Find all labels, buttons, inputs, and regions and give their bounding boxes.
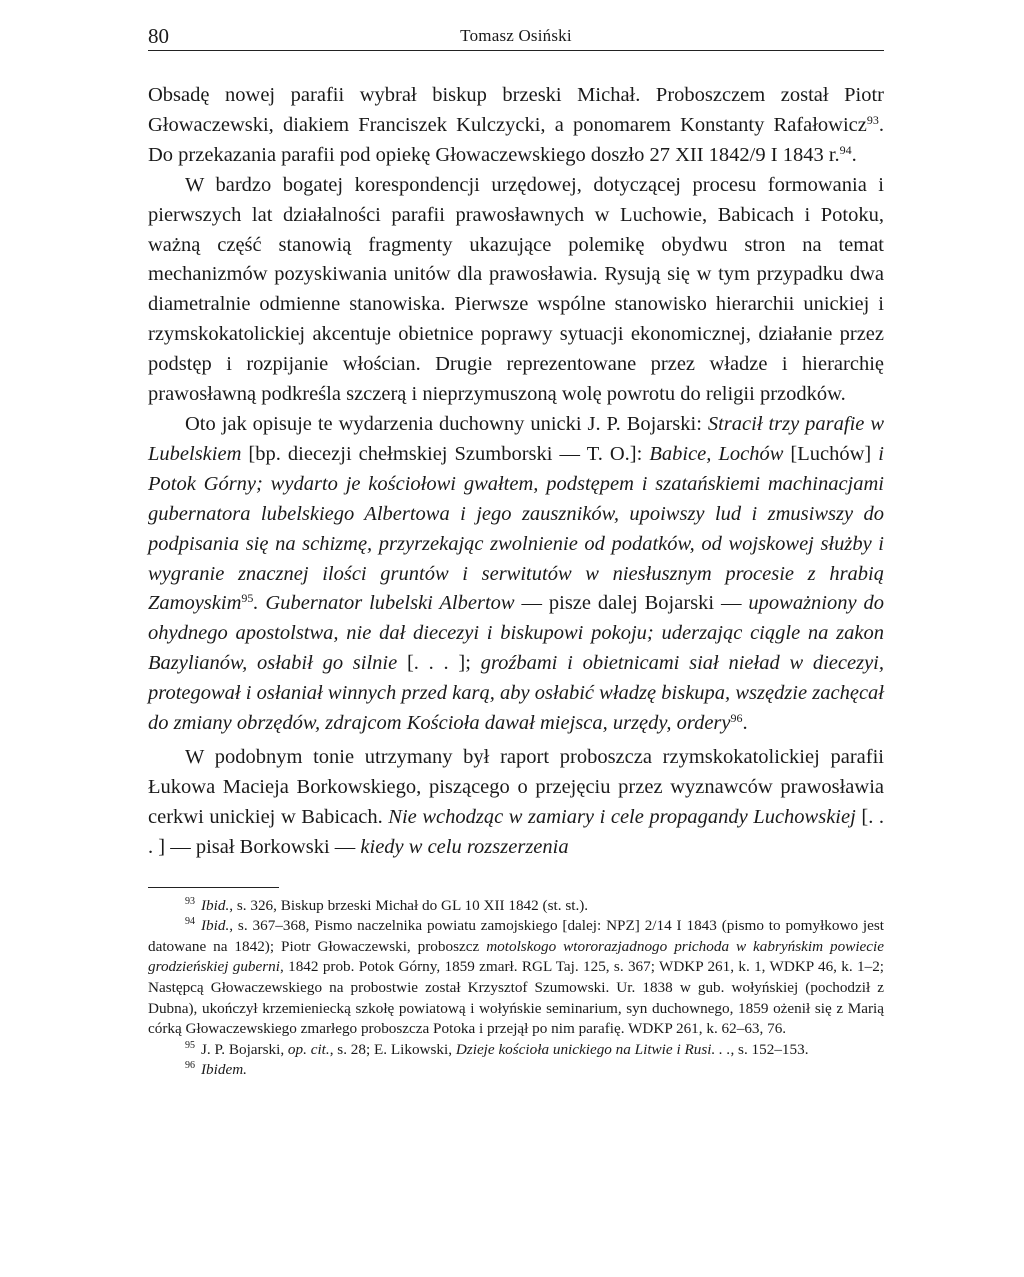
text-run: W podobnym tonie utrzymany był raport proboszcza rzymskokatolickiej parafii Łukowa Macieja Borkowskiego, piszącego o przejęciu przez wyznawców prawosławia cerkwi unickiej w Babicach. (148, 745, 884, 828)
footnote-separator (148, 887, 279, 888)
italic-run: Ibid. (201, 917, 230, 935)
footnote-ref: 95 (241, 591, 254, 606)
italic-run: Dzieje kościoła unickiego na Litwie i Rusi. . . (455, 1040, 731, 1058)
text-run: [bp. diecezji chełmskiej Szumborski — T. O.]: (241, 442, 650, 465)
footnote-ref: 94 (839, 142, 852, 157)
text-run: [Luchów] (783, 442, 879, 465)
italic-run: upoważniony do ohydnego apostolstwa, nie dał diecezyi i biskupowi pokoju; uderzając ciągle na zakon Bazylianów, osłabił go silnie (148, 592, 884, 675)
text-run: W bardzo bogatej korespondencji urzędowej, dotyczącej procesu formowania i pierwszych lat działalności parafii prawosławnych w Luchowie, Babicach i Potoku, ważną część stanowią fragmenty ukazujące polemikę obydwu stron na temat mechanizmów pozyskiwania unitów dla prawosławia. Rysują się w tym przypadku dwa diametralnie odmienne stanowiska. Pierwsze wspólne stanowisko hierarchii unickiej i rzymskokatolickiej akcentuje obietnice poprawy sytuacji ekonomicznej, działanie przez podstęp i rozpijanie włościan. Drugie reprezentowane przez władze i hierarchię prawosławną podkreśla szczerą i nieprzymuszoną wolę powrotu do religii przodków. (148, 173, 884, 406)
text-run: , 1842 prob. Potok Górny, 1859 zmarł. RGL Taj. 125, s. 367; WDKP 261, k. 1, WDKP 46, k. 1–2; Następcą Głowaczewskiego na probostwie został Krzysztof Szumowski. Ur. 1838 w gub. wołyńskiej (pochodził z Dubna), ukończył krzemieniecką szkołę powiatową i wołyńskie seminarium, syn duchownego, 1859 ożenił się z Marią córką Głowaczewskiego zmarłego proboszcza Potoka i przejął po nim parafię. WDKP 261, k. 62–63, 76. (148, 958, 885, 1038)
text-run: J. P. Bojarski, (201, 1040, 288, 1058)
main-text (148, 81, 884, 863)
text-run: . (742, 712, 748, 735)
italic-run: Ibidem. (201, 1061, 247, 1079)
paragraph-3 (148, 410, 884, 739)
footnote-ref: 94 (185, 916, 195, 928)
footnote-93 (148, 896, 884, 917)
italic-run: Babice, Lochów (649, 442, 784, 465)
text-run: . Do przekazania parafii pod opiekę Głowaczewskiego doszło 27 XII 1842/9 I 1843 r. (148, 113, 884, 166)
text-run: . (851, 143, 857, 166)
italic-run: kiedy w celu rozszerzenia (360, 835, 569, 858)
paragraph-4 (148, 743, 884, 863)
page-number: 80 (148, 24, 169, 48)
text-run: — pisze dalej Bojarski — (514, 592, 749, 615)
italic-run: Ibid. (201, 896, 230, 914)
page (148, 22, 884, 1081)
italic-run: Stracił trzy parafie w Lubelskiem (148, 412, 884, 465)
footnote-ref: 93 (185, 895, 195, 907)
text-run: Obsadę nowej parafii wybrał biskup brzeski Michał. Proboszczem został Piotr Głowaczewski, diakiem Franciszek Kulczycki, a ponomarem Konstanty Rafałowicz (148, 84, 884, 136)
running-head-author: Tomasz Osiński (460, 26, 572, 45)
footnote-ref: 96 (730, 711, 743, 726)
footnote-95 (148, 1040, 884, 1061)
italic-run: op. cit. (287, 1040, 330, 1058)
italic-run: motolskogo wtororazjadnogo prichoda w kabryńskim powiecie grodzieńskiej guberni (148, 937, 885, 976)
footnotes (148, 887, 884, 1081)
italic-run: groźbami i obietnicami siał nieład w diecezyi, protegował i osłaniał winnych przed karą, aby osłabić władzę biskupa, wszędzie zachęcał do zmiany obrzędów, zdrajcom Kościoła dawał miejsca, urzędy, ordery (148, 652, 884, 735)
running-header (148, 22, 884, 51)
italic-run: i Potok Górny; wydarto je kościołowi gwałtem, podstępem i szatańskiemi machinacjami gubernatora lubelskiego Albertowa i jego zauszników, upoiwszy lud i zmusiwszy do podpisania się na schizmę, przyrzekając zwolnienie od podatków, od wojskowej służby i wygranie znacznej ilości gruntów i serwitutów w niesłusznym procesie z hrabią Zamoyskim (148, 442, 884, 615)
footnote-96 (148, 1060, 884, 1081)
italic-run: . Gubernator lubelski Albertow (253, 592, 515, 615)
footnote-ref: 96 (185, 1060, 195, 1072)
paragraph-2 (148, 171, 884, 410)
footnote-ref: 93 (866, 112, 879, 127)
footnote-ref: 95 (185, 1039, 195, 1051)
text-run: , s. 28; E. Likowski, (329, 1040, 456, 1058)
text-run: [. . . ] — pisał Borkowski — (148, 805, 885, 858)
text-run: , s. 367–368, Pismo naczelnika powiatu zamojskiego [dalej: NPZ] 2/14 I 1843 (pismo to pomyłkowo jest datowane na 1842); Piotr Głowaczewski, proboszcz (148, 917, 884, 955)
footnote-94 (148, 916, 884, 1040)
italic-run: Nie wchodząc w zamiary i cele propagandy Luchowskiej (388, 805, 856, 828)
paragraph-1 (148, 81, 884, 171)
text-run: , s. 152–153. (730, 1040, 809, 1058)
text-run: , s. 326, Biskup brzeski Michał do GL 10 XII 1842 (st. st.). (229, 896, 589, 914)
text-run: Oto jak opisuje te wydarzenia duchowny unicki J. P. Bojarski: (185, 412, 708, 435)
text-run: [. . . ]; (397, 652, 481, 675)
